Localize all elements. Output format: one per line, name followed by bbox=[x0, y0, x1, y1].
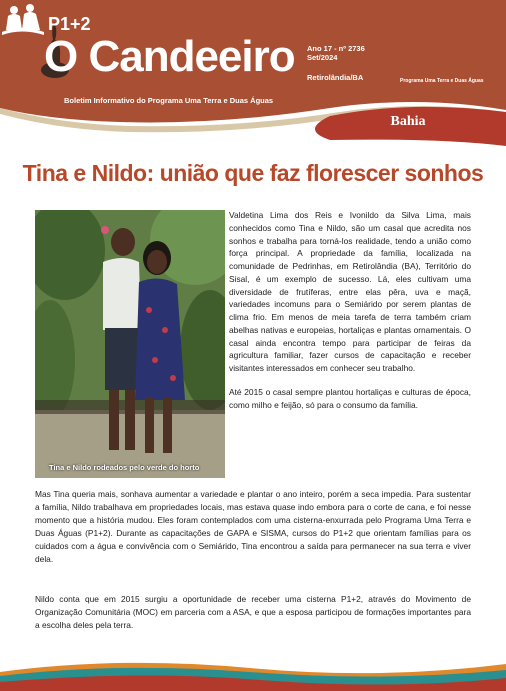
footer-wave bbox=[0, 650, 506, 691]
p12-logo-label: Programa Uma Terra e Duas Águas bbox=[400, 78, 484, 84]
photo-caption: Tina e Nildo rodeados pelo verde do horto bbox=[49, 463, 200, 472]
article-photo bbox=[35, 210, 225, 478]
issue-number: Ano 17 - nº 2736 bbox=[307, 44, 365, 53]
article-column bbox=[229, 209, 471, 422]
article-paragraph: Valdetina Lima dos Reis e Ivonildo da Silva Lima, mais conhecidos como Tina e Nildo, são um casal que acredita nos sonhos e trabalha para torná-los realidade, tendo a união como força principal. A propriedade da família, localizada na comunidade de Pedrinhas, em Retirolândia (BA), Território do Sisal, é um exemplo de sucesso. Lá, eles cultivam uma diversidade de frutíferas, entre elas pêra, uva e maçã, variedades incomuns para o Semiárido por serem plantas de clima frio. Em menos de meia tarefa de terra também criam abelhas nativas e europeias, hortaliças e plantas ornamentais. O casal ainda encontra tempo para participar de feiras da agricultura familiar, fazer cursos de capacitação e receber visitantes interessados em conhecer seu trabalho. bbox=[229, 210, 471, 373]
article-paragraph: Mas Tina queria mais, sonhava aumentar a variedade e plantar o ano inteiro, porém a seca impedia. Para sustentar a família, Nildo trabalhava em propriedades locais, mas estava quase indo embora para o corte de cana, e foi nesse momento que a história mudou. Eles foram contemplados com uma cisterna-enxurrada pelo Programa Uma Terra e Duas Águas (P1+2). Durante as capacitações de GAPA e SISMA, cursos do P1+2 que orientam famílias para os cuidados com a água e convivência com o Semiárido, Tina encontrou a saída para permanecer na sua terra e viver dela. bbox=[35, 489, 471, 564]
issue-city: Retirolândia/BA bbox=[307, 73, 364, 82]
couple-photo bbox=[35, 210, 225, 478]
article-paragraph: Até 2015 o casal sempre plantou hortaliças e culturas de época, como milho e feijão, só para o consumo da família. bbox=[229, 386, 471, 410]
issue-info bbox=[307, 44, 365, 62]
article-paragraph: Nildo conta que em 2015 surgiu a oportunidade de receber uma cisterna P1+2, através do Movimento de Organização Comunitária (MOC) em parceria com a ASA, e que a esposa participou de formações importantes para a escolha deles pela terra. bbox=[35, 594, 471, 630]
newsletter-title: O Candeeiro bbox=[44, 32, 295, 81]
header-banner bbox=[0, 0, 506, 150]
article-headline: Tina e Nildo: união que faz florescer sonhos bbox=[22, 160, 484, 186]
p12-logo bbox=[0, 0, 92, 42]
issue-date: Set/2024 bbox=[307, 53, 338, 62]
p12-logo-text: P1+2 bbox=[48, 14, 91, 34]
newsletter-subtitle: Boletim Informativo do Programa Uma Terra e Duas Águas bbox=[64, 96, 274, 105]
region-label: Bahia bbox=[390, 114, 426, 129]
